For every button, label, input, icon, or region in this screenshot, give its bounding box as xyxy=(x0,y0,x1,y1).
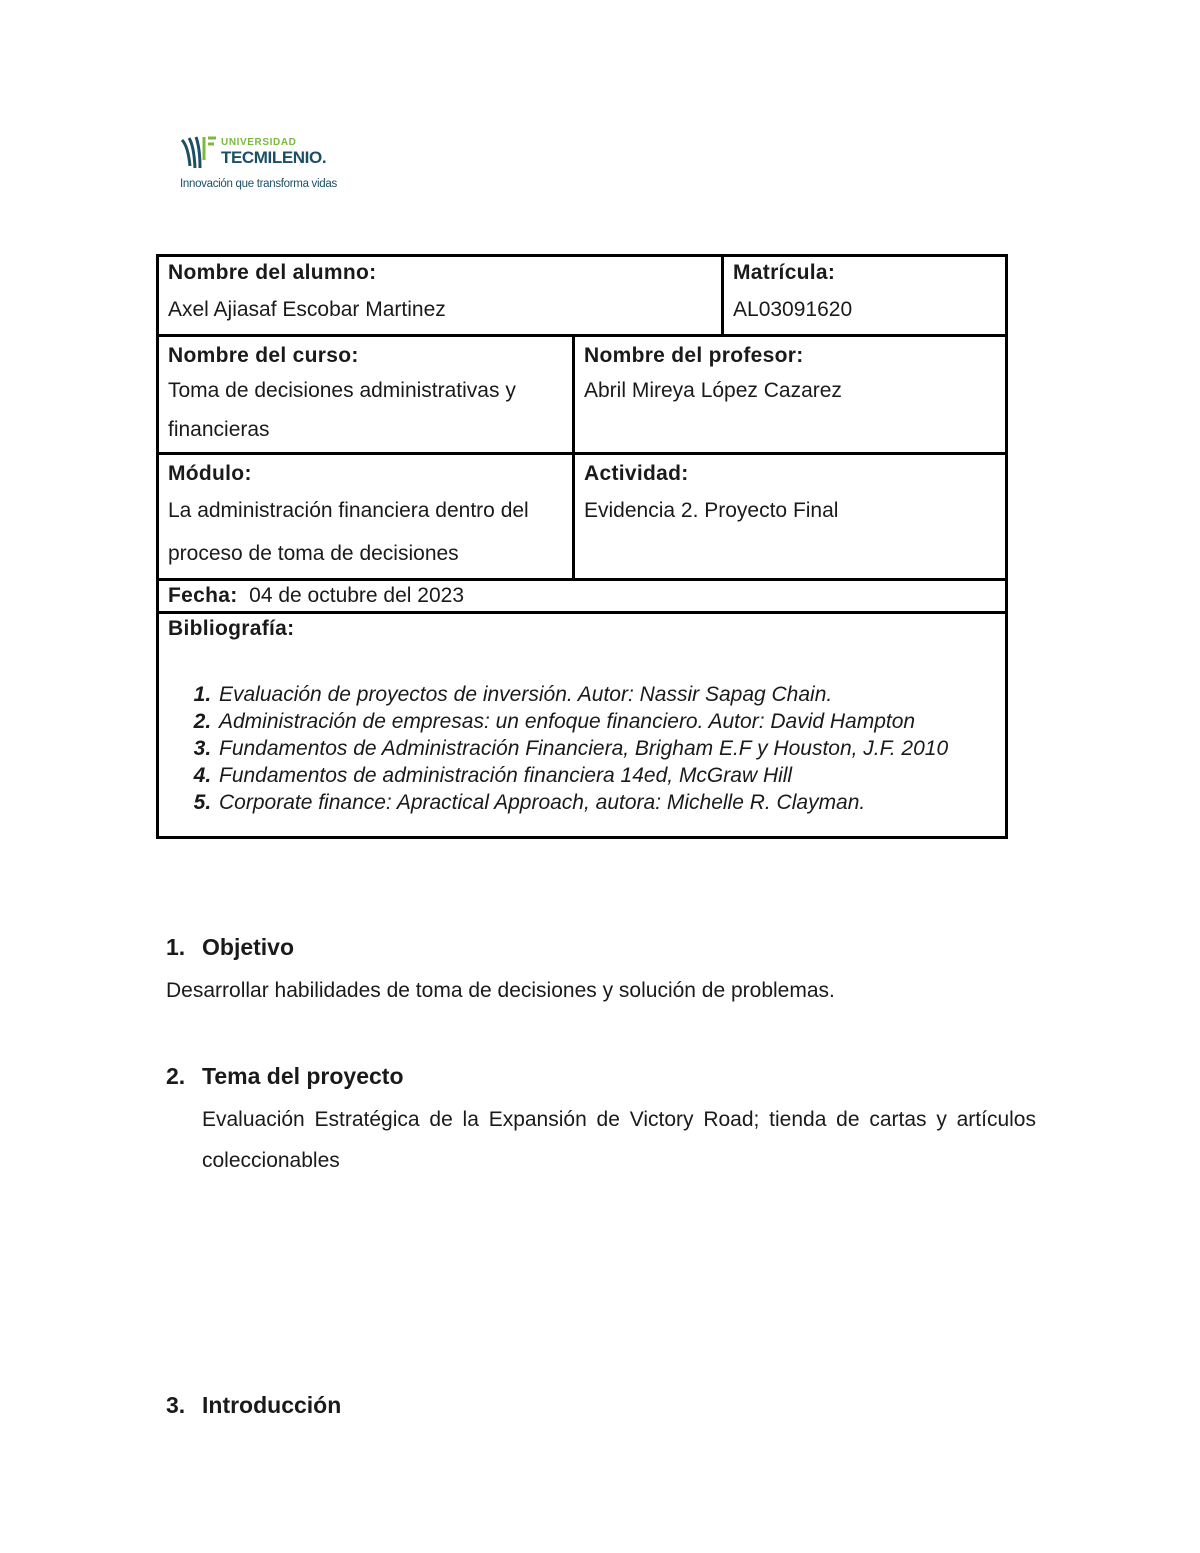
section-heading xyxy=(166,1061,1036,1091)
module-value: La administración financiera dentro del proceso de toma de decisiones xyxy=(168,499,529,565)
bibliography-row xyxy=(158,613,1007,838)
logo-tagline: Innovación que transforma vidas xyxy=(180,178,337,190)
date-label: Fecha: xyxy=(168,584,238,607)
bibliography-item: 2. Administración de empresas: un enfoque financiero. Autor: David Hampton xyxy=(217,708,996,735)
bibliography-item: 3. Fundamentos de Administración Financiera, Brigham E.F y Houston, J.F. 2010 xyxy=(217,735,996,762)
student-name: Axel Ajiasaf Escobar Martinez xyxy=(168,298,446,321)
section-introduction xyxy=(166,1390,1036,1420)
section-heading xyxy=(166,1390,1036,1420)
section-objective xyxy=(166,932,1036,1011)
student-cell xyxy=(158,256,723,336)
university-logo xyxy=(180,134,350,196)
section-title: Introducción xyxy=(202,1392,342,1418)
section-title: Objetivo xyxy=(202,934,295,960)
section-body: Evaluación Estratégica de la Expansión de Victory Road; tienda de cartas y artículos coleccionables xyxy=(202,1108,1036,1172)
course-cell xyxy=(158,336,574,454)
module-row xyxy=(158,454,1007,580)
bibliography-list xyxy=(168,681,996,816)
bibliography-item: 5. Corporate finance: Apractical Approach, autora: Michelle R. Clayman. xyxy=(217,789,996,816)
activity-value: Evidencia 2. Proyecto Final xyxy=(584,499,839,522)
section-number: 3. xyxy=(166,1392,186,1418)
bibliography-cell xyxy=(158,613,1007,838)
student-row xyxy=(158,256,1007,336)
activity-label: Actividad: xyxy=(584,462,689,485)
professor-label: Nombre del profesor: xyxy=(584,344,804,367)
student-info-table xyxy=(156,254,1008,839)
module-label: Módulo: xyxy=(168,462,252,485)
student-label: Nombre del alumno: xyxy=(168,261,377,284)
section-body: Desarrollar habilidades de toma de decisiones y solución de problemas. xyxy=(166,979,835,1002)
logo-brand-main: TECMILENIO. xyxy=(221,148,327,167)
bibliography-item: 1. Evaluación de proyectos de inversión. Autor: Nassir Sapag Chain. xyxy=(217,681,996,708)
professor-value: Abril Mireya López Cazarez xyxy=(584,379,842,402)
matricula-value: AL03091620 xyxy=(733,298,853,321)
date-row xyxy=(158,580,1007,613)
course-row xyxy=(158,336,1007,454)
section-heading xyxy=(166,932,1036,962)
activity-cell xyxy=(574,454,1007,580)
module-cell xyxy=(158,454,574,580)
matricula-cell xyxy=(723,256,1007,336)
section-project-topic xyxy=(166,1061,1036,1181)
course-value: Toma de decisiones administrativas y financieras xyxy=(168,379,516,441)
section-number: 2. xyxy=(166,1063,186,1089)
section-title: Tema del proyecto xyxy=(202,1063,404,1089)
date-cell xyxy=(158,580,1007,613)
section-number: 1. xyxy=(166,934,186,960)
tecmilenio-logo-icon xyxy=(180,136,218,170)
matricula-label: Matrícula: xyxy=(733,261,836,284)
course-label: Nombre del curso: xyxy=(168,344,359,367)
bibliography-item: 4. Fundamentos de administración financiera 14ed, McGraw Hill xyxy=(217,762,996,789)
date-value: 04 de octubre del 2023 xyxy=(249,584,465,607)
logo-brand-small: UNIVERSIDAD xyxy=(221,137,297,148)
professor-cell xyxy=(574,336,1007,454)
bibliography-label: Bibliografía: xyxy=(168,617,295,640)
